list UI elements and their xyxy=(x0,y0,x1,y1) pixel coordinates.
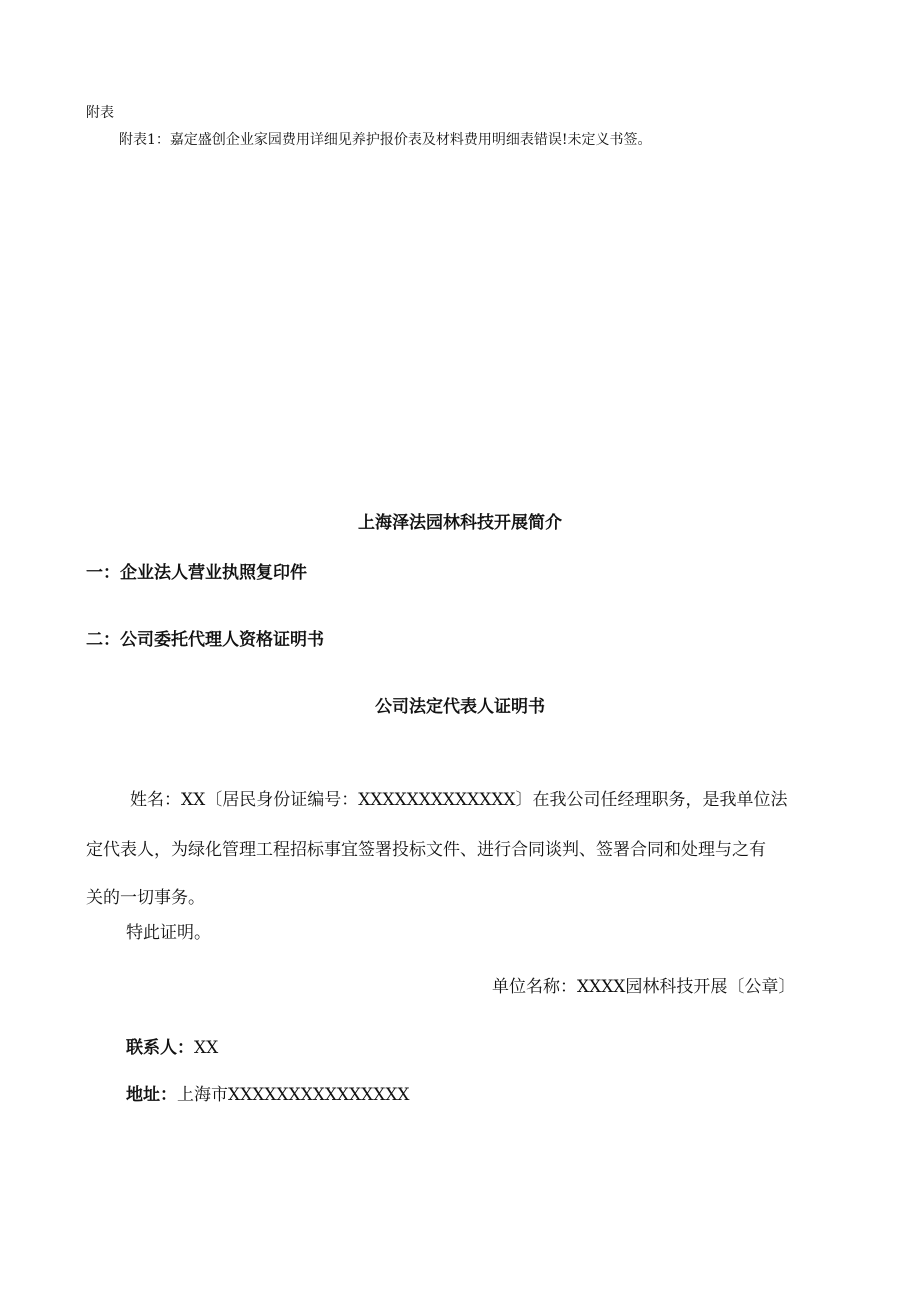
address-line xyxy=(126,1087,410,1104)
company-intro-title: 上海泽法园林科技开展简介 xyxy=(358,513,562,533)
contact-value: XX xyxy=(194,1038,219,1058)
address-label: 地址： xyxy=(126,1085,177,1105)
certificate-paragraph-line-2: 定代表人，为绿化管理工程招标事宜签署投标文件、进行合同谈判、签署合同和处理与之有 xyxy=(86,840,766,860)
certificate-closing: 特此证明。 xyxy=(126,923,211,943)
contact-label: 联系人： xyxy=(126,1038,194,1058)
section-two-heading: 二：公司委托代理人资格证明书 xyxy=(86,630,324,650)
appendix-heading: 附表 xyxy=(86,105,114,121)
certificate-paragraph-line-1: 姓名：XX〔居民身份证编号：XXXXXXXXXXXXX〕在我公司任经理职务，是我单位法 xyxy=(130,790,788,810)
section-one-heading: 一：企业法人营业执照复印件 xyxy=(86,563,307,583)
certificate-signature: 单位名称：XXXX园林科技开展〔公章〕 xyxy=(492,977,796,997)
certificate-paragraph-line-3: 关的一切事务。 xyxy=(86,888,205,908)
address-value: 上海市XXXXXXXXXXXXXXX xyxy=(177,1085,410,1105)
contact-line xyxy=(126,1040,218,1057)
certificate-title: 公司法定代表人证明书 xyxy=(375,697,545,717)
appendix-item-1: 附表1：嘉定盛创企业家园费用详细见养护报价表及材料费用明细表错误!未定义书签。 xyxy=(119,132,652,148)
